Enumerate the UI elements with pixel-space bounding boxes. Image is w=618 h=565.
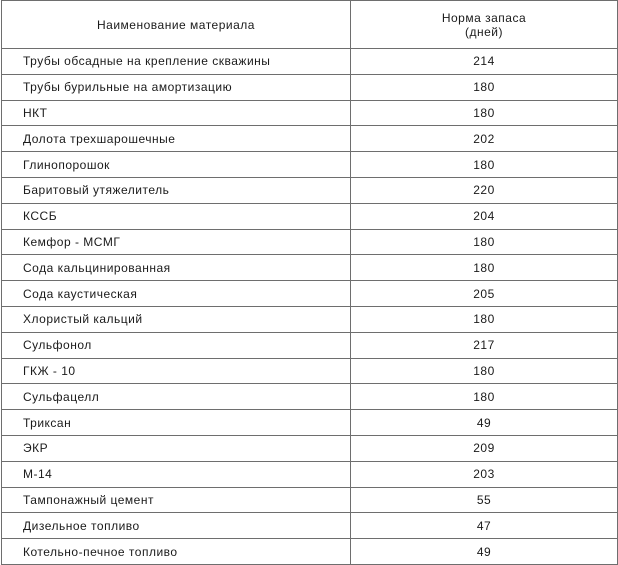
stock-days-cell: 49: [351, 410, 618, 436]
table-row: [2, 384, 618, 410]
material-name-cell: Трубы бурильные на амортизацию: [2, 74, 351, 100]
stock-days-cell: 202: [351, 126, 618, 152]
table-row: [2, 177, 618, 203]
table-row: [2, 487, 618, 513]
material-name-cell: Дизельное топливо: [2, 513, 351, 539]
material-name-cell: Кемфор - МСМГ: [2, 229, 351, 255]
stock-norm-header-line2: (дней): [465, 24, 503, 39]
stock-days-cell: 180: [351, 255, 618, 281]
table-row: [2, 435, 618, 461]
stock-days-cell: 217: [351, 332, 618, 358]
stock-days-cell: 49: [351, 539, 618, 565]
stock-norm-header: [351, 1, 618, 49]
table-row: [2, 410, 618, 436]
material-name-cell: Сода каустическая: [2, 281, 351, 307]
material-name-cell: Котельно-печное топливо: [2, 539, 351, 565]
stock-days-cell: 180: [351, 306, 618, 332]
material-name-cell: Сульфонол: [2, 332, 351, 358]
table-body: [2, 49, 618, 565]
material-name-cell: Сульфацелл: [2, 384, 351, 410]
stock-days-cell: 180: [351, 152, 618, 178]
stock-days-cell: 180: [351, 358, 618, 384]
material-name-cell: Глинопорошок: [2, 152, 351, 178]
table-row: [2, 281, 618, 307]
stock-norm-header-line1: Норма запаса: [441, 10, 527, 25]
stock-days-cell: 220: [351, 177, 618, 203]
table-row: [2, 152, 618, 178]
stock-days-cell: 204: [351, 203, 618, 229]
table-row: [2, 358, 618, 384]
header-row: [2, 1, 618, 49]
material-name-cell: Долота трехшарошечные: [2, 126, 351, 152]
stock-days-cell: 209: [351, 435, 618, 461]
stock-days-cell: 203: [351, 461, 618, 487]
stock-days-cell: 180: [351, 384, 618, 410]
material-name-cell: КССБ: [2, 203, 351, 229]
table-row: [2, 126, 618, 152]
stock-days-cell: 47: [351, 513, 618, 539]
stock-days-cell: 180: [351, 100, 618, 126]
table-row: [2, 229, 618, 255]
table-row: [2, 539, 618, 565]
table-row: [2, 49, 618, 75]
material-name-cell: ГКЖ - 10: [2, 358, 351, 384]
material-name-cell: Трубы обсадные на крепление скважины: [2, 49, 351, 75]
table-row: [2, 74, 618, 100]
table-row: [2, 306, 618, 332]
table-row: [2, 255, 618, 281]
material-name-cell: Баритовый утяжелитель: [2, 177, 351, 203]
table-row: [2, 461, 618, 487]
material-name-cell: Хлористый кальций: [2, 306, 351, 332]
material-name-cell: Триксан: [2, 410, 351, 436]
table-row: [2, 332, 618, 358]
material-name-cell: ЭКР: [2, 435, 351, 461]
stock-norm-table: [1, 0, 618, 565]
material-name-cell: Тампонажный цемент: [2, 487, 351, 513]
material-name-cell: Сода кальцинированная: [2, 255, 351, 281]
stock-days-cell: 205: [351, 281, 618, 307]
table-row: [2, 100, 618, 126]
table-header: [2, 1, 618, 49]
material-name-cell: М-14: [2, 461, 351, 487]
stock-days-cell: 55: [351, 487, 618, 513]
stock-days-cell: 180: [351, 74, 618, 100]
material-name-header: Наименование материала: [2, 1, 351, 49]
table-row: [2, 203, 618, 229]
table-row: [2, 513, 618, 539]
stock-days-cell: 214: [351, 49, 618, 75]
stock-days-cell: 180: [351, 229, 618, 255]
material-name-cell: НКТ: [2, 100, 351, 126]
